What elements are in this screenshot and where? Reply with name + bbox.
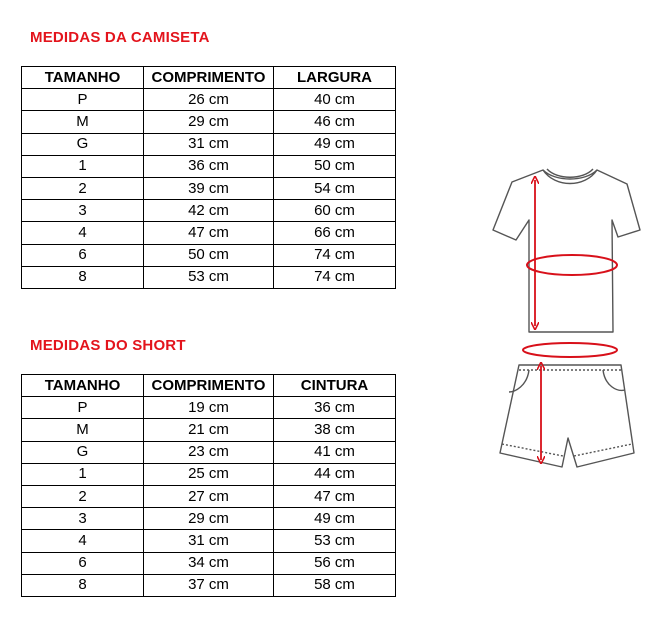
cell-length: 36 cm bbox=[144, 155, 274, 177]
cell-size: 8 bbox=[22, 266, 144, 288]
cell-length: 19 cm bbox=[144, 397, 274, 419]
cell-width: 46 cm bbox=[274, 111, 396, 133]
cell-size: G bbox=[22, 133, 144, 155]
table-row bbox=[22, 574, 396, 596]
table-row bbox=[22, 155, 396, 177]
table-row bbox=[22, 177, 396, 199]
cell-width: 56 cm bbox=[274, 552, 396, 574]
cell-length: 37 cm bbox=[144, 574, 274, 596]
cell-width: 41 cm bbox=[274, 441, 396, 463]
cell-size: 1 bbox=[22, 463, 144, 485]
table-row bbox=[22, 133, 396, 155]
cell-length: 27 cm bbox=[144, 485, 274, 507]
shirt-size-table bbox=[21, 66, 396, 289]
cell-width: 38 cm bbox=[274, 419, 396, 441]
table-row bbox=[22, 441, 396, 463]
table-row bbox=[22, 244, 396, 266]
cell-size: M bbox=[22, 111, 144, 133]
cell-size: 4 bbox=[22, 530, 144, 552]
cell-width: 47 cm bbox=[274, 485, 396, 507]
cell-size: P bbox=[22, 397, 144, 419]
header-width: LARGURA bbox=[274, 67, 396, 89]
cell-length: 31 cm bbox=[144, 530, 274, 552]
cell-size: 3 bbox=[22, 508, 144, 530]
table-row bbox=[22, 530, 396, 552]
cell-length: 21 cm bbox=[144, 419, 274, 441]
cell-width: 74 cm bbox=[274, 266, 396, 288]
table-row bbox=[22, 111, 396, 133]
short-size-table bbox=[21, 374, 396, 597]
short-waist-measure bbox=[523, 343, 617, 357]
header-waist: CINTURA bbox=[274, 375, 396, 397]
header-size: TAMANHO bbox=[22, 375, 144, 397]
header-length: COMPRIMENTO bbox=[144, 375, 274, 397]
garment-illustration bbox=[485, 160, 645, 475]
table-row bbox=[22, 397, 396, 419]
table-row bbox=[22, 485, 396, 507]
cell-size: G bbox=[22, 441, 144, 463]
cell-length: 25 cm bbox=[144, 463, 274, 485]
cell-size: 6 bbox=[22, 244, 144, 266]
cell-width: 49 cm bbox=[274, 508, 396, 530]
cell-length: 50 cm bbox=[144, 244, 274, 266]
cell-length: 26 cm bbox=[144, 89, 274, 111]
table-row bbox=[22, 266, 396, 288]
table-row bbox=[22, 89, 396, 111]
cell-length: 31 cm bbox=[144, 133, 274, 155]
cell-size: 3 bbox=[22, 200, 144, 222]
table-row bbox=[22, 222, 396, 244]
tshirt-outline-icon bbox=[493, 169, 640, 332]
cell-width: 36 cm bbox=[274, 397, 396, 419]
cell-width: 49 cm bbox=[274, 133, 396, 155]
cell-size: 2 bbox=[22, 485, 144, 507]
cell-length: 23 cm bbox=[144, 441, 274, 463]
cell-length: 29 cm bbox=[144, 508, 274, 530]
cell-size: 6 bbox=[22, 552, 144, 574]
cell-width: 50 cm bbox=[274, 155, 396, 177]
table-row bbox=[22, 200, 396, 222]
shirt-section-title: MEDIDAS DA CAMISETA bbox=[30, 29, 210, 46]
cell-width: 40 cm bbox=[274, 89, 396, 111]
short-section-title: MEDIDAS DO SHORT bbox=[30, 337, 186, 354]
cell-length: 29 cm bbox=[144, 111, 274, 133]
shorts-outline-icon bbox=[500, 365, 634, 467]
cell-width: 60 cm bbox=[274, 200, 396, 222]
table-header-row bbox=[22, 67, 396, 89]
cell-width: 54 cm bbox=[274, 177, 396, 199]
cell-size: M bbox=[22, 419, 144, 441]
cell-length: 53 cm bbox=[144, 266, 274, 288]
cell-size: 2 bbox=[22, 177, 144, 199]
cell-length: 47 cm bbox=[144, 222, 274, 244]
cell-width: 44 cm bbox=[274, 463, 396, 485]
table-row bbox=[22, 508, 396, 530]
table-header-row bbox=[22, 375, 396, 397]
cell-length: 34 cm bbox=[144, 552, 274, 574]
cell-length: 42 cm bbox=[144, 200, 274, 222]
cell-width: 66 cm bbox=[274, 222, 396, 244]
header-size: TAMANHO bbox=[22, 67, 144, 89]
table-row bbox=[22, 419, 396, 441]
cell-size: 4 bbox=[22, 222, 144, 244]
cell-width: 53 cm bbox=[274, 530, 396, 552]
cell-size: P bbox=[22, 89, 144, 111]
cell-width: 74 cm bbox=[274, 244, 396, 266]
cell-width: 58 cm bbox=[274, 574, 396, 596]
cell-size: 8 bbox=[22, 574, 144, 596]
cell-size: 1 bbox=[22, 155, 144, 177]
table-row bbox=[22, 552, 396, 574]
table-row bbox=[22, 463, 396, 485]
cell-length: 39 cm bbox=[144, 177, 274, 199]
header-length: COMPRIMENTO bbox=[144, 67, 274, 89]
